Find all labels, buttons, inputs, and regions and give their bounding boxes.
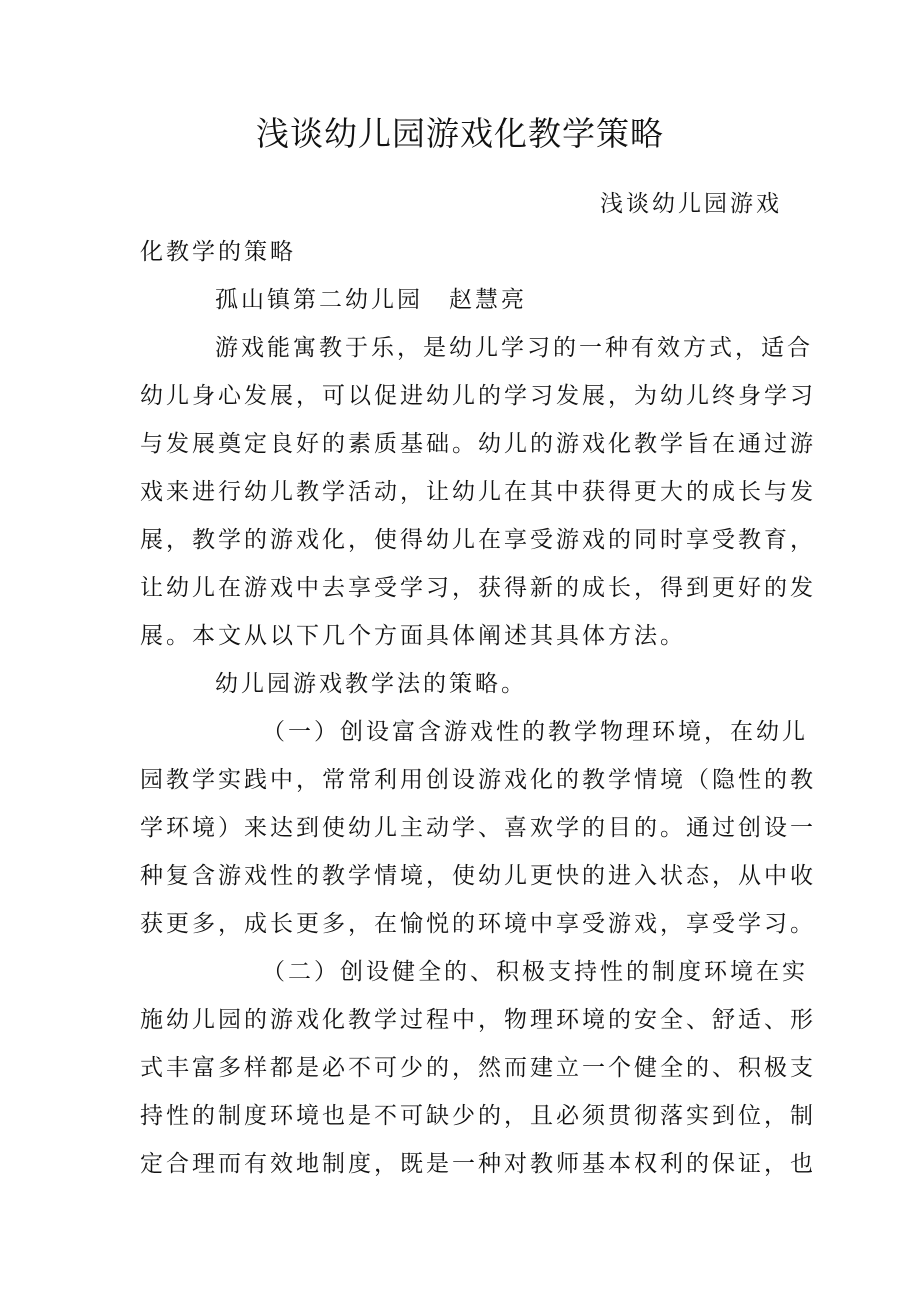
document-title: 浅谈幼儿园游戏化教学策略 [256,114,664,153]
paragraph-line: 式丰富多样都是必不可少的，然而建立一个健全的、积极支 [140,1055,816,1081]
paragraph-line: 幼儿身心发展，可以促进幼儿的学习发展，为幼儿终身学习 [140,383,816,409]
subtitle-line-2: 化教学的策略 [140,239,296,265]
paragraph-line: 定合理而有效地制度，既是一种对教师基本权利的保证，也 [140,1151,816,1177]
author-line: 孤山镇第二幼儿园 赵慧亮 [215,287,527,313]
subtitle-line-1: 浅谈幼儿园游戏 [600,191,782,217]
paragraph-line: 展，教学的游戏化，使得幼儿在享受游戏的同时享受教育， [140,527,816,553]
paragraph-line: 施幼儿园的游戏化教学过程中，物理环境的安全、舒适、形 [140,1007,816,1033]
paragraph-line: 游戏能寓教于乐，是幼儿学习的一种有效方式，适合 [215,335,813,361]
paragraph-line: （一）创设富含游戏性的教学物理环境，在幼儿 [262,719,808,745]
paragraph-line: （二）创设健全的、积极支持性的制度环境在实 [262,959,808,985]
paragraph-line: 与发展奠定良好的素质基础。幼儿的游戏化教学旨在通过游 [140,431,816,457]
paragraph-line: 戏来进行幼儿教学活动，让幼儿在其中获得更大的成长与发 [140,479,816,505]
paragraph-line: 园教学实践中，常常利用创设游戏化的教学情境（隐性的教 [140,767,816,793]
section-heading: 幼儿园游戏教学法的策略。 [215,671,527,697]
paragraph-line: 学环境）来达到使幼儿主动学、喜欢学的目的。通过创设一 [140,815,816,841]
paragraph-line: 获更多，成长更多，在愉悦的环境中享受游戏，享受学习。 [140,911,816,937]
paragraph-line: 展。本文从以下几个方面具体阐述其具体方法。 [140,623,686,649]
paragraph-line: 持性的制度环境也是不可缺少的，且必须贯彻落实到位，制 [140,1103,816,1129]
paragraph-line: 种复含游戏性的教学情境，使幼儿更快的进入状态，从中收 [140,863,816,889]
paragraph-line: 让幼儿在游戏中去享受学习，获得新的成长，得到更好的发 [140,575,816,601]
